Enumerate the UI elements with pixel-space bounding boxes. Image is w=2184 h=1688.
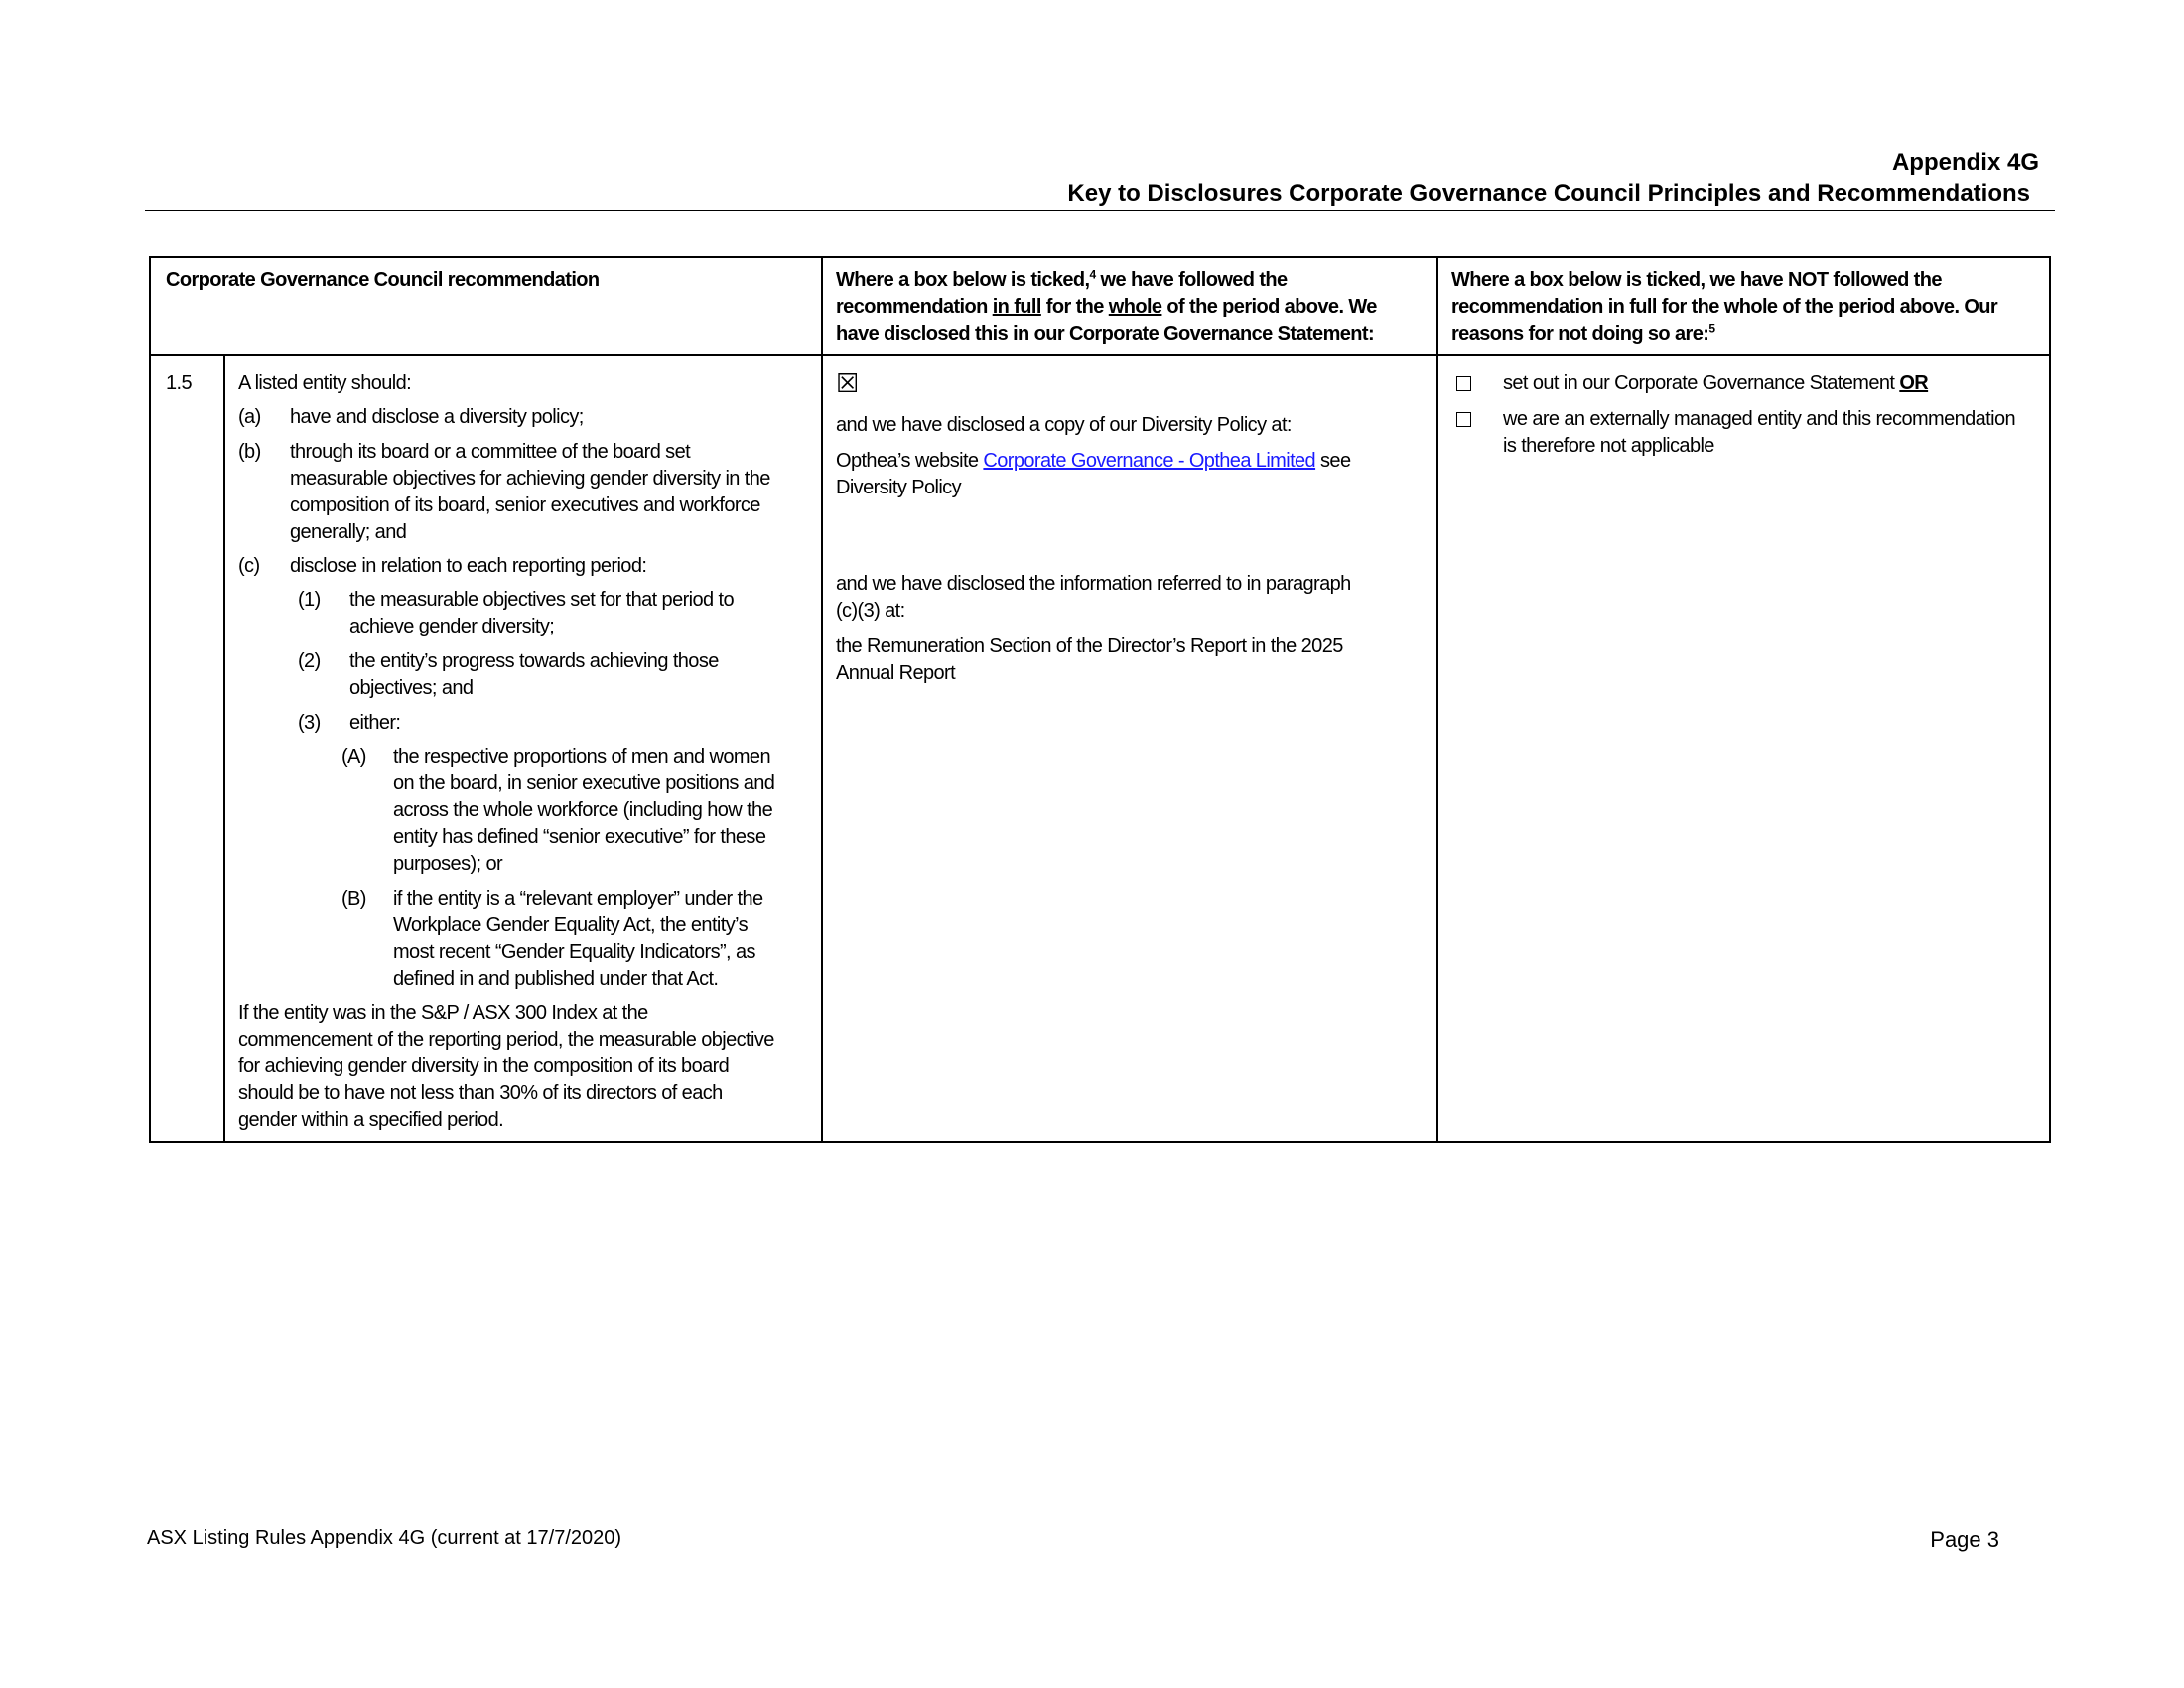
subitem-A-label: (A) xyxy=(341,746,366,768)
number-column-divider xyxy=(223,354,225,1143)
info-line1: and we have disclosed the information referred to in paragraph xyxy=(836,573,1351,595)
option1-text: set out in our Corporate Governance Statement xyxy=(1503,372,1900,394)
subitem-2-line: objectives; and xyxy=(349,677,474,699)
col3-h3: reasons for not doing so are: xyxy=(1451,323,1709,345)
subitem-3-text: either: xyxy=(349,712,401,734)
item-b-label: (b) xyxy=(238,441,261,463)
not-followed-cell xyxy=(1451,370,2047,490)
col2-h3: have disclosed this in our Corporate Governance Statement: xyxy=(836,323,1375,345)
option2-line1: we are an externally managed entity and this recommendation xyxy=(1503,408,2016,430)
subitem-2-label: (2) xyxy=(298,650,321,672)
subitem-3-label: (3) xyxy=(298,712,321,734)
page-number: Page 3 xyxy=(1930,1527,1999,1552)
col2-h2-in-full: in full xyxy=(992,296,1041,318)
recommendation-intro: A listed entity should: xyxy=(238,372,412,394)
recommendation-number: 1.5 xyxy=(166,372,193,394)
item-c-label: (c) xyxy=(238,555,260,577)
location-line2: Annual Report xyxy=(836,662,956,684)
closing-line: gender within a specified period. xyxy=(238,1109,504,1131)
followed-cell xyxy=(836,370,1432,768)
item-b-line: composition of its board, senior executives and workforce xyxy=(290,494,760,516)
closing-line: should be to have not less than 30% of its directors of each xyxy=(238,1082,723,1104)
subitem-B-line: most recent “Gender Equality Indicators”, as xyxy=(393,941,755,963)
subitem-1-line: achieve gender diversity; xyxy=(349,616,555,637)
subitem-2-line: the entity’s progress towards achieving those xyxy=(349,650,719,672)
col-header-recommendation xyxy=(166,267,811,294)
appendix-subtitle: Key to Disclosures Corporate Governance Council Principles and Recommendations xyxy=(1067,180,2030,207)
table-header-divider xyxy=(151,354,2049,356)
corporate-governance-link[interactable]: Corporate Governance - Opthea Limited xyxy=(983,450,1316,472)
page-header xyxy=(1067,147,2039,209)
subitem-B-line: defined in and published under that Act. xyxy=(393,968,719,990)
subitem-A-line: purposes); or xyxy=(393,853,503,875)
subitem-B-line: if the entity is a “relevant employer” under the xyxy=(393,888,763,910)
header-divider xyxy=(145,210,2055,211)
subitem-1-label: (1) xyxy=(298,589,321,611)
col2-h2c: of the period above. We xyxy=(1161,296,1377,318)
col2-h1a: Where a box below is ticked, xyxy=(836,269,1090,291)
closing-line: commencement of the reporting period, the measurable objective xyxy=(238,1029,774,1051)
col3-h2: recommendation in full for the whole of the period above. Our xyxy=(1451,296,1998,318)
closing-line: for achieving gender diversity in the composition of its board xyxy=(238,1055,730,1077)
footer-source: ASX Listing Rules Appendix 4G (current at 17/7/2020) xyxy=(147,1527,622,1549)
col2-h2b: for the xyxy=(1040,296,1109,318)
recommendation-text xyxy=(238,370,819,1145)
item-a-label: (a) xyxy=(238,406,261,428)
col2-h2-whole: whole xyxy=(1108,296,1162,318)
subitem-1-line: the measurable objectives set for that period to xyxy=(349,589,734,611)
item-b-line: generally; and xyxy=(290,521,407,543)
subitem-A-line: on the board, in senior executive positions and xyxy=(393,773,775,794)
column-divider-2 xyxy=(1436,258,1438,1143)
option2-line2: is therefore not applicable xyxy=(1503,435,1714,457)
col3-h1: Where a box below is ticked, we have NOT followed the xyxy=(1451,269,1942,291)
statement-checkbox-icon[interactable] xyxy=(1456,376,1471,391)
subitem-A-line: entity has defined “senior executive” for these xyxy=(393,826,766,848)
col-header-followed xyxy=(836,267,1432,348)
externally-managed-checkbox-icon[interactable] xyxy=(1456,412,1471,427)
footnote-5: 5 xyxy=(1708,321,1715,336)
website-line2: Diversity Policy xyxy=(836,477,961,498)
appendix-title: Appendix 4G xyxy=(1891,149,2039,176)
location-line1: the Remuneration Section of the Director’s Report in the 2025 xyxy=(836,635,1343,657)
website-prefix: Opthea’s website xyxy=(836,450,984,472)
subitem-B-line: Workplace Gender Equality Act, the entity’s xyxy=(393,914,748,936)
col2-h2a: recommendation xyxy=(836,296,993,318)
checked-checkbox-icon[interactable]: ☒ xyxy=(836,368,860,398)
item-a-text: have and disclose a diversity policy; xyxy=(290,406,584,428)
footnote-4: 4 xyxy=(1089,267,1096,282)
option1-or: OR xyxy=(1899,372,1929,394)
disclosed-copy-text: and we have disclosed a copy of our Diversity Policy at: xyxy=(836,414,1292,436)
closing-line: If the entity was in the S&P / ASX 300 Index at the xyxy=(238,1002,648,1024)
website-suffix: see xyxy=(1315,450,1351,472)
subitem-A-line: the respective proportions of men and women xyxy=(393,746,770,768)
info-line2: (c)(3) at: xyxy=(836,600,905,622)
item-b-line: through its board or a committee of the board set xyxy=(290,441,691,463)
subitem-B-label: (B) xyxy=(341,888,366,910)
col2-h1b: we have followed the xyxy=(1095,269,1288,291)
item-c-text: disclose in relation to each reporting period: xyxy=(290,555,647,577)
disclosure-table xyxy=(149,256,2051,1143)
col-header-recommendation-text: Corporate Governance Council recommendation xyxy=(166,269,600,291)
item-b-line: measurable objectives for achieving gender diversity in the xyxy=(290,468,770,490)
subitem-A-line: across the whole workforce (including how the xyxy=(393,799,773,821)
col-header-not-followed xyxy=(1451,267,2047,348)
column-divider-1 xyxy=(821,258,823,1143)
